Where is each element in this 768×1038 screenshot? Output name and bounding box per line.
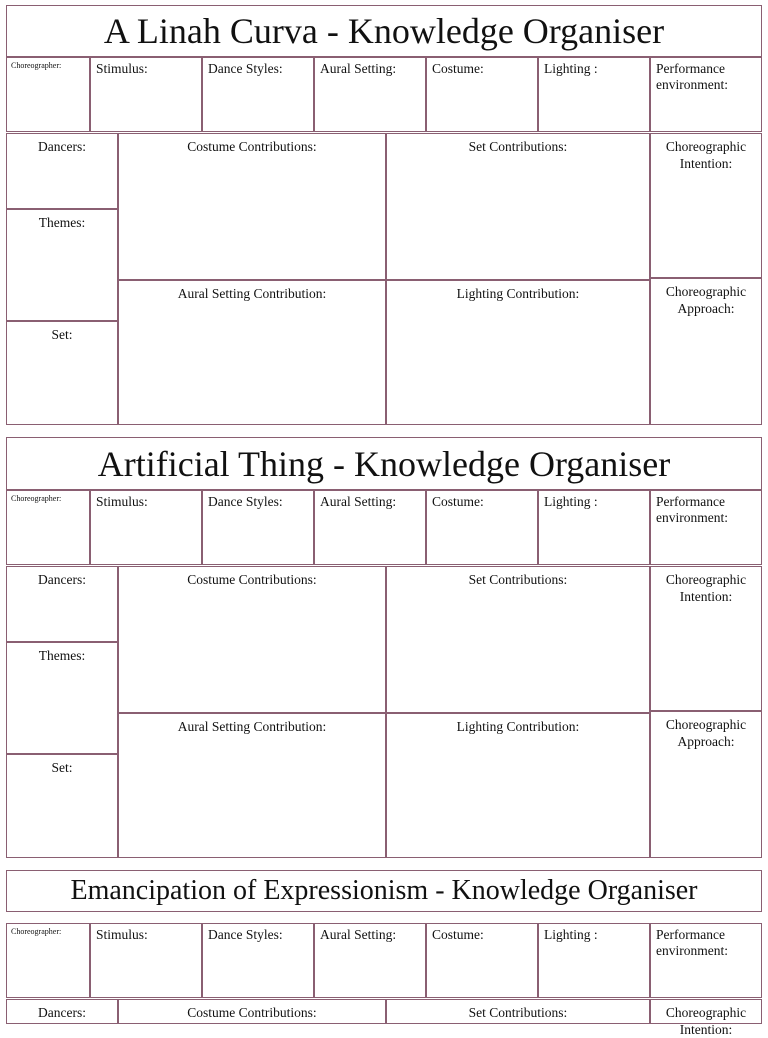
lighting-field[interactable]: Lighting : [538, 923, 650, 998]
costume-contributions-box[interactable]: Costume Contributions: [118, 566, 386, 713]
lighting-contribution-box[interactable]: Lighting Contribution: [386, 713, 650, 858]
costume-contributions-box[interactable]: Costume Contributions: [118, 133, 386, 280]
set-box[interactable]: Set: [6, 754, 118, 858]
dancers-box[interactable]: Dancers: [6, 133, 118, 209]
aural-setting-contribution-box[interactable]: Aural Setting Contribution: [118, 713, 386, 858]
dance-styles-field[interactable]: Dance Styles: [202, 57, 314, 132]
set-contributions-box[interactable]: Set Contributions: [386, 133, 650, 280]
aural-setting-contribution-box[interactable]: Aural Setting Contribution: [118, 280, 386, 425]
performance-environment-field[interactable]: Performance environment: [650, 923, 762, 998]
choreographic-intention-box[interactable]: Choreographic Intention: [650, 566, 762, 711]
choreographic-approach-box[interactable]: Choreographic Approach: [650, 278, 762, 425]
costume-field[interactable]: Costume: [426, 57, 538, 132]
stimulus-field[interactable]: Stimulus: [90, 490, 202, 565]
stimulus-field[interactable]: Stimulus: [90, 57, 202, 132]
lighting-contribution-box[interactable]: Lighting Contribution: [386, 280, 650, 425]
aural-setting-field[interactable]: Aural Setting: [314, 57, 426, 132]
organiser-title: A Linah Curva - Knowledge Organiser [6, 5, 762, 57]
choreographic-approach-box[interactable]: Choreographic Approach: [650, 711, 762, 858]
aural-setting-field[interactable]: Aural Setting: [314, 923, 426, 998]
set-box[interactable]: Set: [6, 321, 118, 425]
set-contributions-box[interactable]: Set Contributions: [386, 999, 650, 1024]
aural-setting-field[interactable]: Aural Setting: [314, 490, 426, 565]
organiser-title: Emancipation of Expressionism - Knowledge Organiser [6, 870, 762, 912]
dancers-box[interactable]: Dancers: [6, 999, 118, 1024]
themes-box[interactable]: Themes: [6, 642, 118, 754]
costume-field[interactable]: Costume: [426, 923, 538, 998]
performance-environment-field[interactable]: Performance environment: [650, 57, 762, 132]
costume-field[interactable]: Costume: [426, 490, 538, 565]
choreographic-intention-box[interactable]: Choreographic Intention: [650, 133, 762, 278]
dance-styles-field[interactable]: Dance Styles: [202, 923, 314, 998]
dancers-box[interactable]: Dancers: [6, 566, 118, 642]
organiser-title: Artificial Thing - Knowledge Organiser [6, 437, 762, 490]
dance-styles-field[interactable]: Dance Styles: [202, 490, 314, 565]
choreographer-field[interactable]: Choreographer: [6, 923, 90, 998]
choreographer-field[interactable]: Choreographer: [6, 57, 90, 132]
set-contributions-box[interactable]: Set Contributions: [386, 566, 650, 713]
themes-box[interactable]: Themes: [6, 209, 118, 321]
lighting-field[interactable]: Lighting : [538, 490, 650, 565]
stimulus-field[interactable]: Stimulus: [90, 923, 202, 998]
costume-contributions-box[interactable]: Costume Contributions: [118, 999, 386, 1024]
performance-environment-field[interactable]: Performance environment: [650, 490, 762, 565]
lighting-field[interactable]: Lighting : [538, 57, 650, 132]
choreographer-field[interactable]: Choreographer: [6, 490, 90, 565]
choreographic-intention-box[interactable]: Choreographic Intention: [650, 999, 762, 1024]
